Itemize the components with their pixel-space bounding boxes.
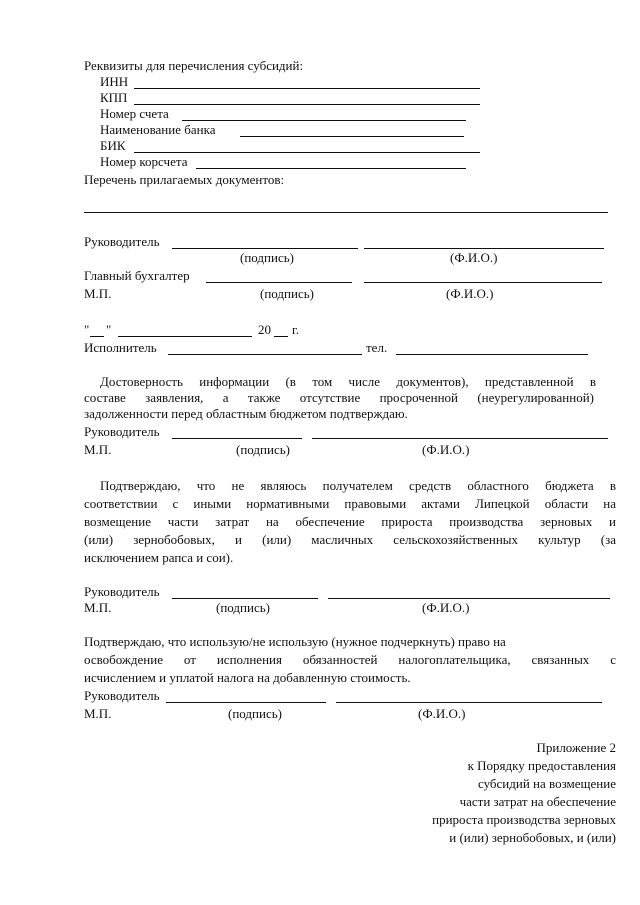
- corr-line: [196, 168, 466, 169]
- block2-sign-line: [172, 438, 302, 439]
- block3-line-2: соответствии с иными нормативными правовыми актами Липецкой области на: [84, 496, 616, 511]
- bik-line: [134, 152, 480, 153]
- block2-fio-caption: (Ф.И.О.): [422, 442, 470, 457]
- executor-label: Исполнитель: [84, 340, 157, 355]
- accountant-sign-line: [206, 282, 352, 283]
- accountant-label: Главный бухгалтер: [84, 268, 190, 283]
- block4-fio-caption: (Ф.И.О.): [418, 706, 466, 721]
- docs-list-label: Перечень прилагаемых документов:: [84, 172, 285, 187]
- kpp-label: КПП: [100, 90, 128, 105]
- block3-sign-line: [172, 598, 318, 599]
- block2-head-label: Руководитель: [84, 424, 160, 439]
- block4-fio-line: [336, 702, 602, 703]
- block3-line-last: исключением рапса и сои).: [84, 550, 234, 565]
- head-fio-caption: (Ф.И.О.): [450, 250, 498, 265]
- head-fio-line: [364, 248, 604, 249]
- block3-head-label: Руководитель: [84, 584, 160, 599]
- block4-line-2: освобождение от исполнения обязанностей налогоплательщика, связанных с: [84, 652, 616, 667]
- corr-label: Номер корсчета: [100, 154, 188, 169]
- date-day-line: [90, 336, 104, 337]
- block3-mp: М.П.: [84, 600, 112, 615]
- appendix-line-4: части затрат на обеспечение: [459, 794, 616, 809]
- accountant-fio-caption: (Ф.И.О.): [446, 286, 494, 301]
- block2-fio-line: [312, 438, 608, 439]
- inn-label: ИНН: [100, 74, 129, 89]
- inn-line: [134, 88, 480, 89]
- date-year-line: [274, 336, 288, 337]
- block3-line-1: Подтверждаю, что не являюсь получателем средств областного бюджета в: [100, 478, 616, 493]
- block4-sign-line: [166, 702, 326, 703]
- block2-sign-caption: (подпись): [236, 442, 290, 457]
- accountant-fio-line: [364, 282, 602, 283]
- kpp-line: [134, 104, 480, 105]
- bank-line: [240, 136, 464, 137]
- date-year-suffix: г.: [292, 322, 300, 337]
- block2-line-1: Достоверность информации (в том числе документов), представленной в: [100, 374, 596, 389]
- bank-label: Наименование банка: [100, 122, 216, 137]
- block4-sign-caption: (подпись): [228, 706, 282, 721]
- block3-fio-line: [328, 598, 610, 599]
- date-quote-close: ": [106, 322, 112, 337]
- head-sign-line: [172, 248, 358, 249]
- executor-line: [168, 354, 362, 355]
- appendix-line-6: и (или) зернобобовых, и (или): [449, 830, 616, 845]
- block2-mp: М.П.: [84, 442, 112, 457]
- block2-line-2: составе заявления, а также отсутствие просроченной (неурегулированной): [84, 390, 594, 405]
- block3-line-3: возмещение части затрат на обеспечение прироста производства зерновых и: [84, 514, 616, 529]
- block3-sign-caption: (подпись): [216, 600, 270, 615]
- date-month-line: [118, 336, 252, 337]
- date-quote-open: ": [84, 322, 90, 337]
- block4-line-1: Подтверждаю, что использую/не использую (нужное подчеркнуть) право на: [84, 634, 506, 649]
- block4-line-last: исчислением и уплатой налога на добавленную стоимость.: [84, 670, 411, 685]
- block3-line-4: (или) зернобобовых, и (или) масличных сельскохозяйственных культур (за: [84, 532, 616, 547]
- accountant-sign-caption: (подпись): [260, 286, 314, 301]
- appendix-line-1: Приложение 2: [536, 740, 616, 755]
- date-year-prefix: 20: [258, 322, 271, 337]
- account-line: [182, 120, 466, 121]
- head-label: Руководитель: [84, 234, 160, 249]
- requisites-heading: Реквизиты для перечисления субсидий:: [84, 58, 304, 73]
- tel-line: [396, 354, 588, 355]
- appendix-line-3: субсидий на возмещение: [478, 776, 616, 791]
- mp-label: М.П.: [84, 286, 112, 301]
- block2-line-last: задолженности перед областным бюджетом подтверждаю.: [84, 406, 408, 421]
- head-sign-caption: (подпись): [240, 250, 294, 265]
- appendix-line-5: прироста производства зерновых: [432, 812, 616, 827]
- block4-mp: М.П.: [84, 706, 112, 721]
- block4-head-label: Руководитель: [84, 688, 160, 703]
- docs-list-line: [84, 212, 608, 213]
- tel-label: тел.: [366, 340, 388, 355]
- bik-label: БИК: [100, 138, 126, 153]
- account-label: Номер счета: [100, 106, 169, 121]
- block3-fio-caption: (Ф.И.О.): [422, 600, 470, 615]
- appendix-line-2: к Порядку предоставления: [467, 758, 616, 773]
